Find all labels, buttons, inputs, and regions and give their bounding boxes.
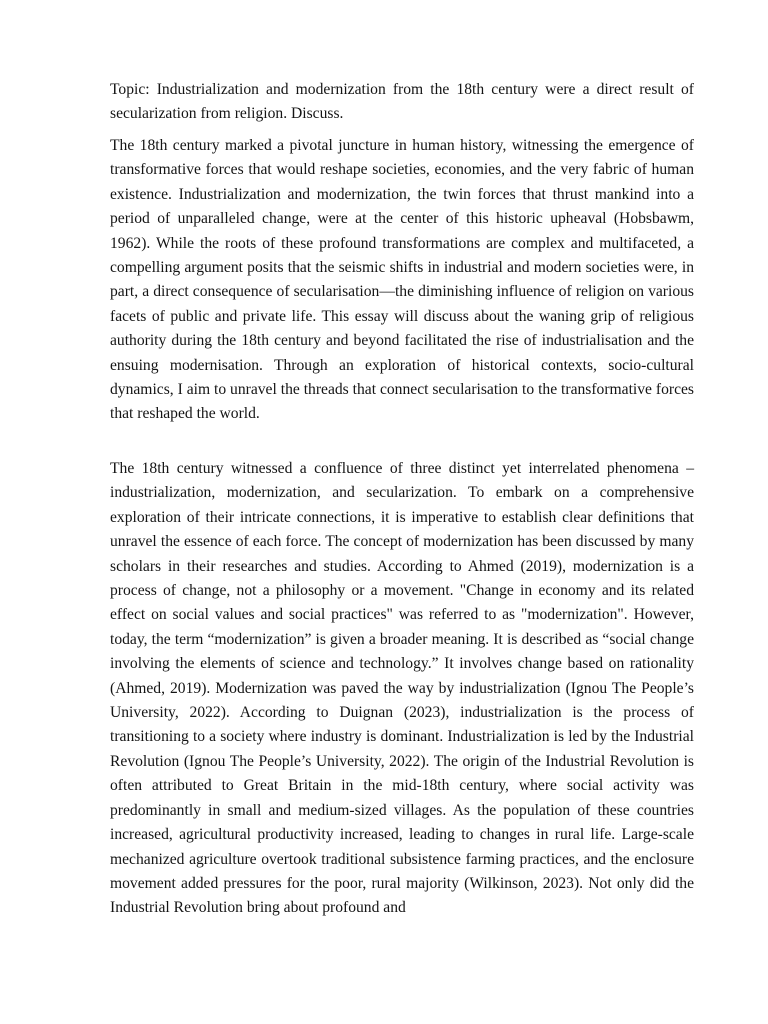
paragraph-definitions: The 18th century witnessed a confluence of three distinct yet interrelated phenomena – industrialization, modernization, and secularization. To embark on a comprehensive exploration of their intricate connections, it is imperative to establish clear definitions that unravel the essence of each force. The concept of modernization has been discussed by many scholars in their researches and studies. According to Ahmed (2019), modernization is a process of change, not a philosophy or a movement. "Change in economy and its related effect on social values and social practices" was referred to as "modernization". However, today, the term “modernization” is given a broader meaning. It is described as “social change involving the elements of science and technology.” It involves change based on rationality (Ahmed, 2019). Modernization was paved the way by industrialization (Ignou The People’s University, 2022). According to Duignan (2023), industrialization is the process of transitioning to a society where industry is dominant. Industrialization is led by the Industrial Revolution (Ignou The People’s University, 2022). The origin of the Industrial Revolution is often attributed to Great Britain in the mid-18th century, where social activity was predominantly in small and medium-sized villages. As the population of these countries increased, agricultural productivity increased, leading to changes in rural life. Large-scale mechanized agriculture overtook traditional subsistence farming practices, and the enclosure movement added pressures for the poor, rural majority (Wilkinson, 2023). Not only did the Industrial Revolution bring about profound and	[110, 460, 694, 917]
essay-topic: Topic: Industrialization and modernization from the 18th century were a direct result of secularization from religion. Discuss.	[110, 81, 694, 123]
paragraph-introduction: The 18th century marked a pivotal juncture in human history, witnessing the emergence of transformative forces that would reshape societies, economies, and the very fabric of human existence. Industrialization and modernization, the twin forces that thrust mankind into a period of unparalleled change, were at the center of this historic upheaval (Hobsbawm, 1962). While the roots of these profound transformations are complex and multifaceted, a compelling argument posits that the seismic shifts in industrial and modern societies were, in part, a direct consequence of secularisation—the diminishing influence of religion on various facets of public and private life. This essay will discuss about the waning grip of religious authority during the 18th century and beyond facilitated the rise of industrialisation and the ensuing modernisation. Through an exploration of historical contexts, socio-cultural dynamics, I aim to unravel the threads that connect secularisation to the transformative forces that reshaped the world.	[110, 137, 694, 423]
